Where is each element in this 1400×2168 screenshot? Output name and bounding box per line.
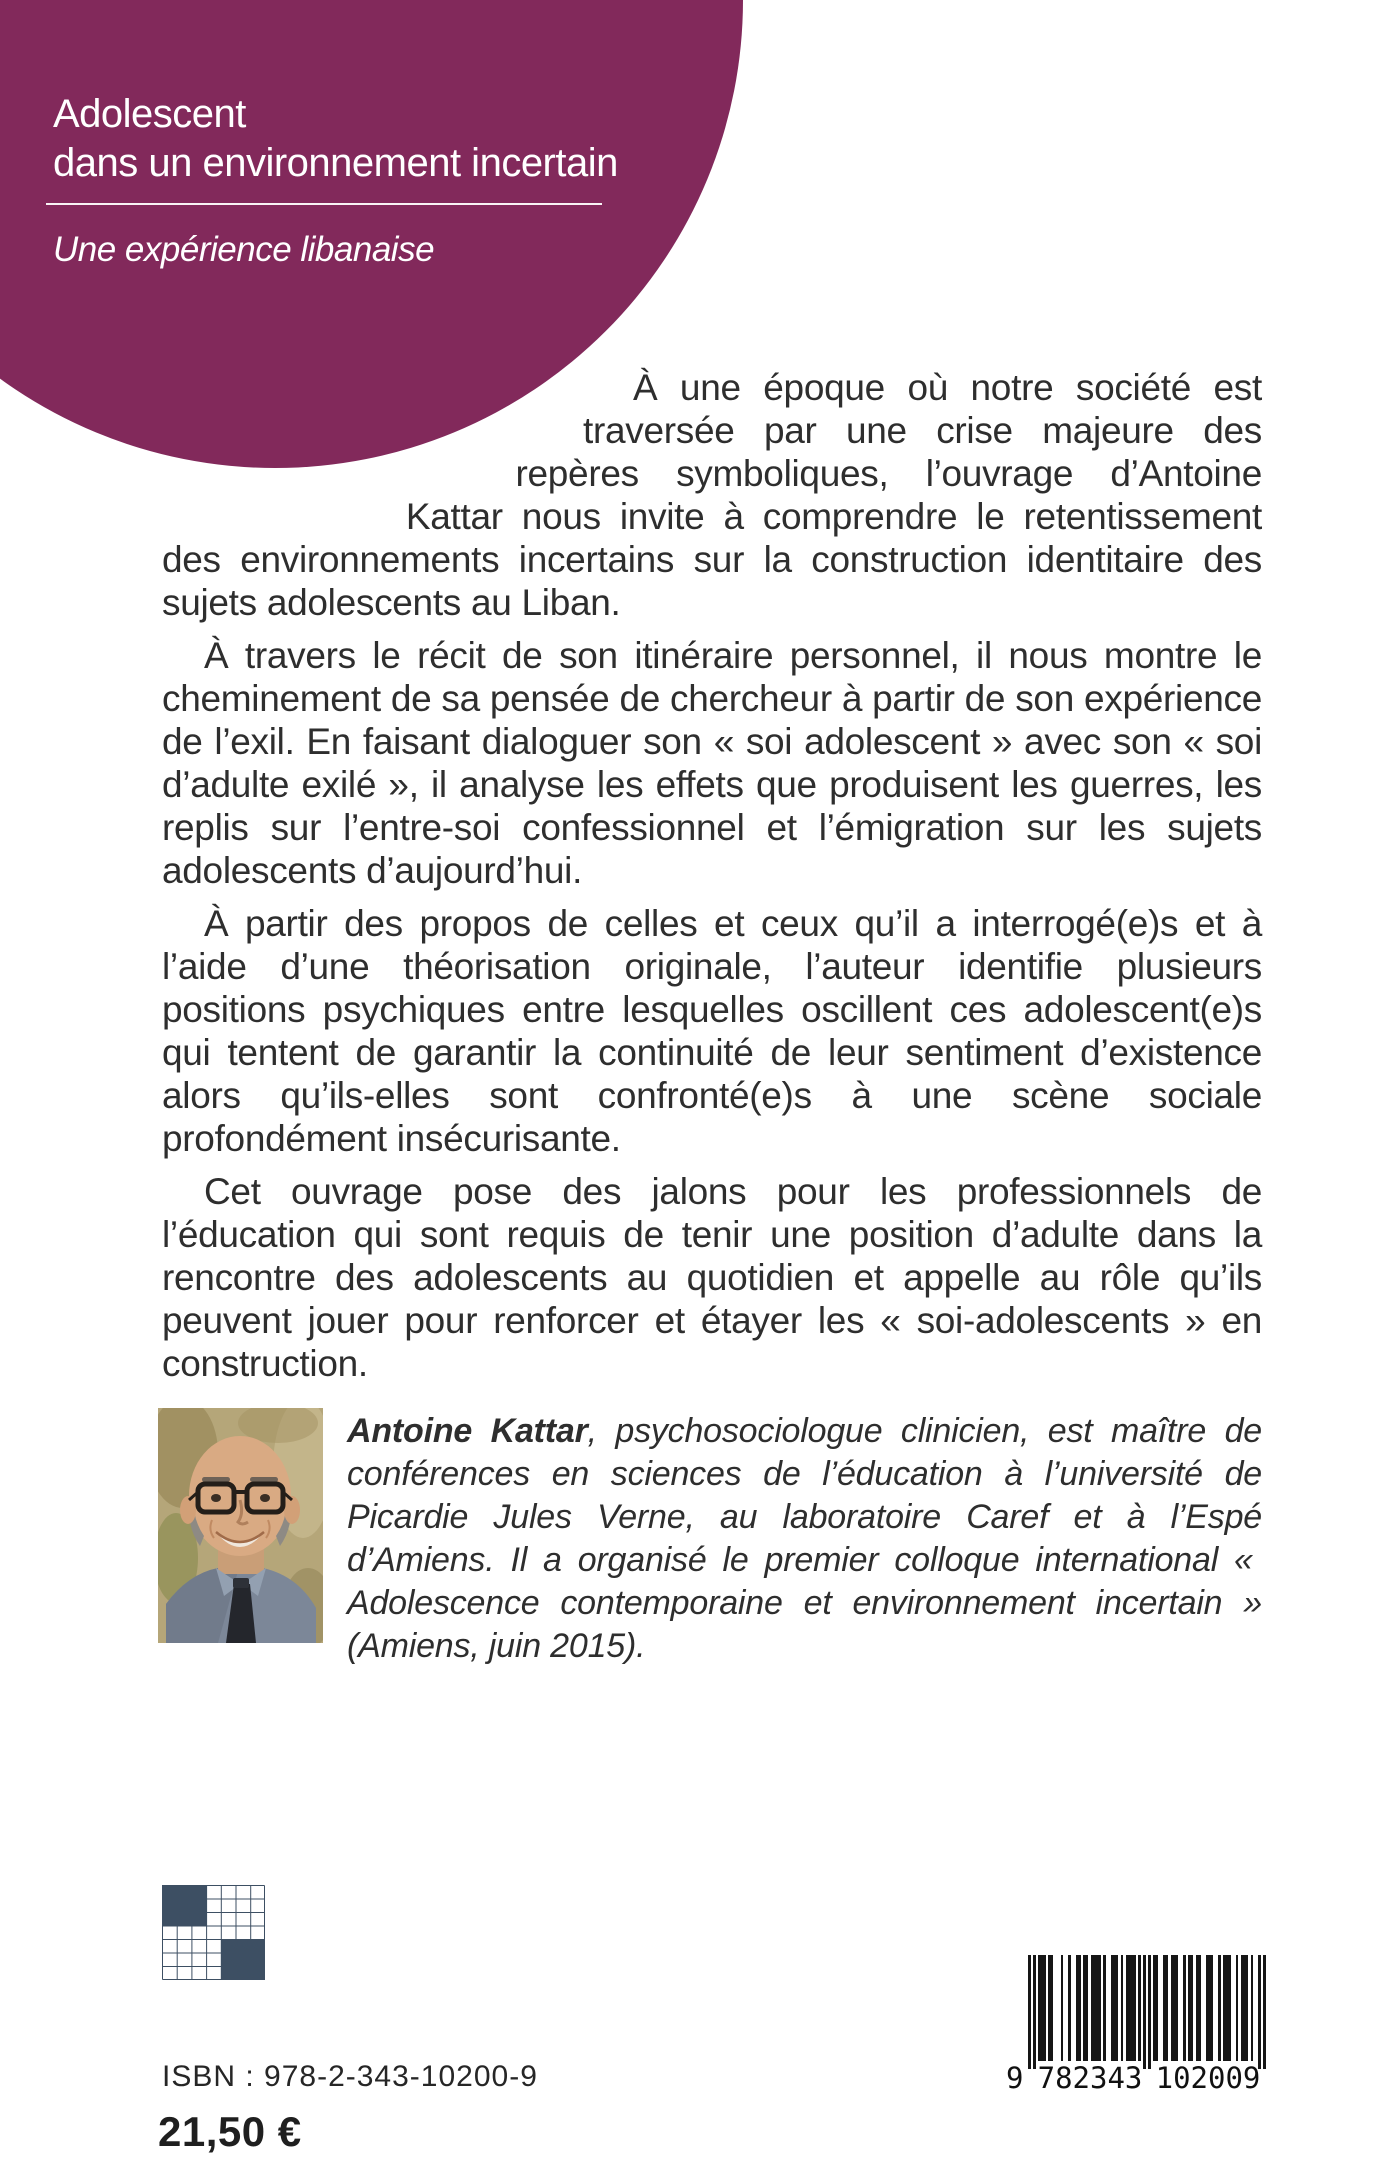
synopsis-paragraph: À partir des propos de celles et ceux qu’il a interrogé(e)s et à l’aide d’une théorisation originale, l’auteur identifie plusieurs positions psychiques entre lesquelles oscillent ces adolescent(e)s qui tentent de garantir la continuité de leur sentiment d’existence alors qu’ils-elles sont confronté(e)s à une scène sociale profondément insécurisante.	[162, 903, 1262, 1159]
author-name: Antoine Kattar	[347, 1412, 588, 1450]
author-bio-text: , psychosociologue clinicien, est maître de conférences en sciences de l’éducation à l’université de Picardie Jules Verne, au laboratoire Caref et à l’Espé d’Amiens. Il a organisé le premier colloque international « Adolescence contemporaine et environnement incertain » (Amiens, juin 2015).	[347, 1412, 1262, 1665]
title-block	[53, 90, 618, 270]
synopsis	[162, 366, 1262, 1385]
barcode-digits-right: 102009	[1155, 2061, 1261, 2095]
barcode-digit-lead: 9	[1006, 2061, 1024, 2095]
book-title-line1: Adolescent	[53, 92, 246, 136]
author-bio	[347, 1410, 1262, 1668]
synopsis-paragraph: À une époque où notre société est traversée par une crise majeure des repères symboliques, l’ouvrage d’Antoine Kattar nous invite à comprendre le retentissement des environnements incertains sur la construction identitaire des sujets adolescents au Liban.	[162, 367, 1262, 623]
ean13-barcode	[1006, 1955, 1266, 2105]
synopsis-paragraph: À travers le récit de son itinéraire personnel, il nous montre le cheminement de sa pensée de chercheur à partir de son expérience de l’exil. En faisant dialoguer son « soi adolescent » avec son « soi d’adulte exilé », il analyse les effets que produisent les guerres, les replis sur l’entre-soi confessionnel et l’émigration sur les sujets adolescents d’aujourd’hui.	[162, 635, 1262, 891]
price-text: 21,50 €	[158, 2108, 302, 2155]
barcode-digits-left: 782343	[1037, 2061, 1143, 2095]
publisher-logo	[162, 1885, 265, 1980]
isbn-text: ISBN : 978-2-343-10200-9	[162, 2060, 538, 2093]
author-photo	[158, 1408, 323, 1643]
book-title-line2: dans un environnement incertain	[53, 141, 618, 185]
title-divider	[46, 203, 602, 205]
synopsis-paragraph: Cet ouvrage pose des jalons pour les professionnels de l’éducation qui sont requis de tenir une position d’adulte dans la rencontre des adolescents au quotidien et appelle au rôle qu’ils peuvent jouer pour renforcer et étayer les « soi-adolescents » en construction.	[162, 1171, 1262, 1384]
book-subtitle: Une expérience libanaise	[53, 230, 435, 269]
